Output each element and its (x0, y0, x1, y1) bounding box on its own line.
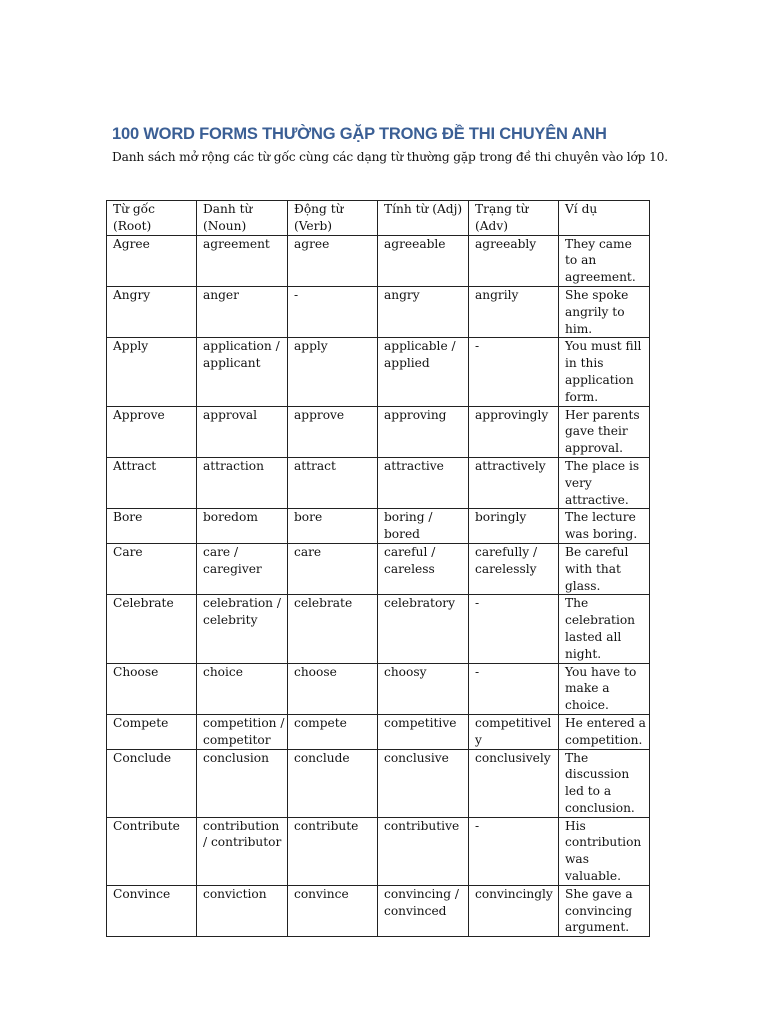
cell-root: Celebrate (107, 595, 197, 663)
cell-verb: compete (288, 714, 378, 749)
table-row (107, 885, 650, 936)
document-title: 100 WORD FORMS THƯỜNG GẶP TRONG ĐỀ THI CHUYÊN ANH (112, 125, 607, 143)
cell-verb: apply (288, 338, 378, 406)
header-verb: Động từ (Verb) (288, 201, 378, 236)
cell-verb: choose (288, 663, 378, 714)
cell-example: The celebration lasted all night. (559, 595, 650, 663)
cell-noun: conviction (197, 885, 288, 936)
cell-verb: care (288, 543, 378, 594)
cell-adj: choosy (378, 663, 469, 714)
cell-adv: convincingly (469, 885, 559, 936)
table-body (107, 235, 650, 937)
cell-example: Her parents gave their approval. (559, 406, 650, 457)
cell-example: They came to an agreement. (559, 235, 650, 286)
cell-noun: care / caregiver (197, 543, 288, 594)
table-header-row (107, 201, 650, 236)
header-adv: Trạng từ (Adv) (469, 201, 559, 236)
cell-adj: convincing / convinced (378, 885, 469, 936)
cell-adv: agreeably (469, 235, 559, 286)
table-row (107, 749, 650, 817)
cell-root: Convince (107, 885, 197, 936)
cell-example: She gave a convincing argument. (559, 885, 650, 936)
table-row (107, 235, 650, 286)
table-row (107, 543, 650, 594)
cell-adv: conclusively (469, 749, 559, 817)
header-root: Từ gốc (Root) (107, 201, 197, 236)
cell-verb: agree (288, 235, 378, 286)
cell-noun: agreement (197, 235, 288, 286)
cell-root: Attract (107, 457, 197, 508)
cell-root: Approve (107, 406, 197, 457)
cell-root: Conclude (107, 749, 197, 817)
table-row (107, 509, 650, 544)
cell-adv: angrily (469, 286, 559, 337)
cell-adj: applicable / applied (378, 338, 469, 406)
table-row (107, 406, 650, 457)
cell-example: You must fill in this application form. (559, 338, 650, 406)
cell-adv: - (469, 817, 559, 885)
cell-adv: - (469, 595, 559, 663)
table-row (107, 663, 650, 714)
cell-adj: agreeable (378, 235, 469, 286)
cell-adj: careful / careless (378, 543, 469, 594)
cell-example: His contribution was valuable. (559, 817, 650, 885)
cell-root: Apply (107, 338, 197, 406)
table-row (107, 714, 650, 749)
cell-example: The place is very attractive. (559, 457, 650, 508)
cell-verb: approve (288, 406, 378, 457)
cell-adj: angry (378, 286, 469, 337)
cell-root: Bore (107, 509, 197, 544)
cell-noun: conclusion (197, 749, 288, 817)
cell-verb: conclude (288, 749, 378, 817)
table-row (107, 286, 650, 337)
header-adj: Tính từ (Adj) (378, 201, 469, 236)
cell-example: She spoke angrily to him. (559, 286, 650, 337)
cell-adv: carefully / carelessly (469, 543, 559, 594)
cell-verb: bore (288, 509, 378, 544)
cell-adv: competitively (469, 714, 559, 749)
header-example: Ví dụ (559, 201, 650, 236)
cell-example: The discussion led to a conclusion. (559, 749, 650, 817)
cell-noun: application / applicant (197, 338, 288, 406)
cell-root: Agree (107, 235, 197, 286)
cell-verb: attract (288, 457, 378, 508)
cell-noun: attraction (197, 457, 288, 508)
table-row (107, 817, 650, 885)
cell-adv: - (469, 663, 559, 714)
cell-noun: contribution / contributor (197, 817, 288, 885)
table-row (107, 457, 650, 508)
cell-verb: celebrate (288, 595, 378, 663)
cell-root: Contribute (107, 817, 197, 885)
cell-noun: approval (197, 406, 288, 457)
cell-verb: convince (288, 885, 378, 936)
cell-adj: conclusive (378, 749, 469, 817)
cell-adv: approvingly (469, 406, 559, 457)
cell-adj: boring / bored (378, 509, 469, 544)
cell-adj: competitive (378, 714, 469, 749)
cell-verb: contribute (288, 817, 378, 885)
cell-adv: boringly (469, 509, 559, 544)
table-row (107, 338, 650, 406)
cell-adj: celebratory (378, 595, 469, 663)
cell-verb: - (288, 286, 378, 337)
cell-root: Choose (107, 663, 197, 714)
cell-example: Be careful with that glass. (559, 543, 650, 594)
cell-example: The lecture was boring. (559, 509, 650, 544)
cell-adv: - (469, 338, 559, 406)
cell-root: Compete (107, 714, 197, 749)
cell-adv: attractively (469, 457, 559, 508)
table-row (107, 595, 650, 663)
cell-noun: anger (197, 286, 288, 337)
word-forms-table (106, 200, 650, 937)
cell-adj: contributive (378, 817, 469, 885)
cell-noun: choice (197, 663, 288, 714)
cell-adj: attractive (378, 457, 469, 508)
cell-root: Care (107, 543, 197, 594)
cell-noun: boredom (197, 509, 288, 544)
document-subtitle: Danh sách mở rộng các từ gốc cùng các dạng từ thường gặp trong đề thi chuyên vào lớp 10. (112, 150, 668, 164)
cell-adj: approving (378, 406, 469, 457)
cell-noun: celebration / celebrity (197, 595, 288, 663)
header-noun: Danh từ (Noun) (197, 201, 288, 236)
cell-example: You have to make a choice. (559, 663, 650, 714)
cell-root: Angry (107, 286, 197, 337)
cell-example: He entered a competition. (559, 714, 650, 749)
cell-noun: competition / competitor (197, 714, 288, 749)
